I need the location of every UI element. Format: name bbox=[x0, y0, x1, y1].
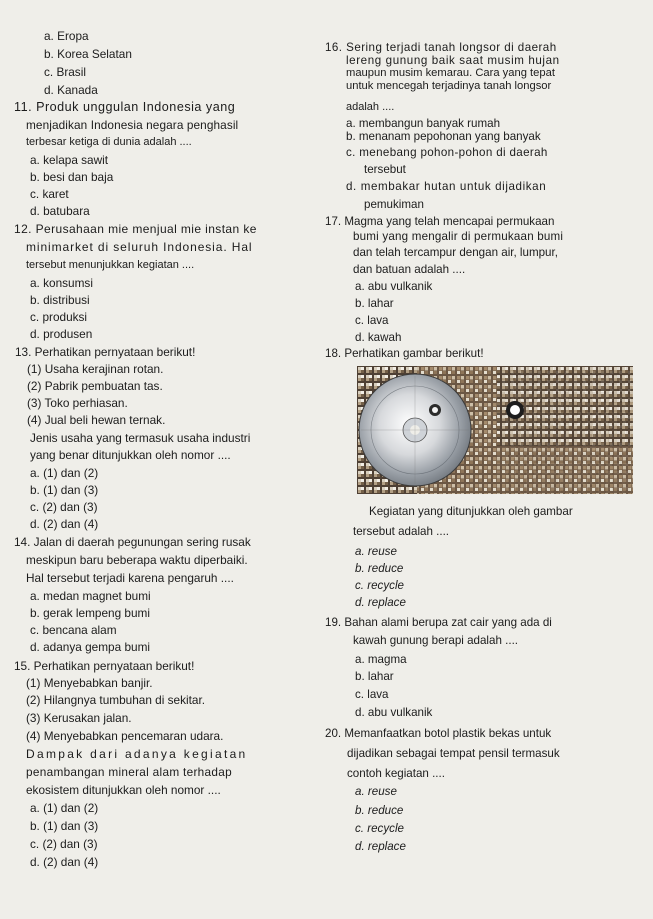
q15-intro: 15. Perhatikan pernyataan berikut! bbox=[14, 659, 195, 673]
q13-statement-1: (1) Usaha kerajinan rotan. bbox=[27, 362, 164, 376]
q11-option-b[interactable]: b. besi dan baja bbox=[30, 170, 114, 184]
q15-statement-4: (4) Menyebabkan pencemaran udara. bbox=[26, 729, 224, 743]
q13-statement-4: (4) Jual beli hewan ternak. bbox=[27, 413, 166, 427]
q15-question-1: Dampak dari adanya kegiatan bbox=[26, 747, 248, 761]
q17-option-c[interactable]: c. lava bbox=[355, 314, 389, 327]
q20-text-2: dijadikan sebagai tempat pensil termasuk bbox=[347, 747, 560, 760]
q15-statement-3: (3) Kerusakan jalan. bbox=[26, 711, 132, 725]
q17-text-2: bumi yang mengalir di permukaan bumi bbox=[353, 230, 564, 243]
q16-text-2: lereng gunung baik saat musim hujan bbox=[346, 54, 560, 67]
q11-text-2: menjadikan Indonesia negara penghasil bbox=[26, 118, 239, 132]
q15-question-3: ekosistem ditunjukkan oleh nomor .... bbox=[26, 783, 221, 797]
q15-option-d[interactable]: d. (2) dan (4) bbox=[30, 855, 99, 869]
q13-option-d[interactable]: d. (2) dan (4) bbox=[30, 517, 99, 531]
q13-statement-3: (3) Toko perhiasan. bbox=[27, 396, 128, 410]
q18-option-a[interactable]: a. reuse bbox=[355, 545, 397, 558]
q16-text-1: 16. Sering terjadi tanah longsor di daerah bbox=[325, 41, 557, 54]
q12-text-1: 12. Perusahaan mie menjual mie instan ke bbox=[14, 222, 257, 236]
q20-text-1: 20. Memanfaatkan botol plastik bekas untuk bbox=[325, 727, 552, 740]
q19-text-2: kawah gunung berapi adalah .... bbox=[353, 634, 519, 647]
q19-text-1: 19. Bahan alami berupa zat cair yang ada di bbox=[325, 616, 552, 629]
q14-option-b[interactable]: b. gerak lempeng bumi bbox=[30, 606, 151, 620]
q12-option-b[interactable]: b. distribusi bbox=[30, 293, 90, 307]
q18-option-c[interactable]: c. recycle bbox=[355, 579, 404, 592]
q12-text-3: tersebut menunjukkan kegiatan .... bbox=[26, 259, 195, 271]
q15-option-b[interactable]: b. (1) dan (3) bbox=[30, 819, 99, 833]
q20-text-3: contoh kegiatan .... bbox=[347, 767, 445, 780]
q15-statement-1: (1) Menyebabkan banjir. bbox=[26, 676, 153, 690]
q17-text-1: 17. Magma yang telah mencapai permukaan bbox=[325, 215, 555, 228]
q10-option-b[interactable]: b. Korea Selatan bbox=[44, 47, 132, 61]
q18-question-2: tersebut adalah .... bbox=[353, 525, 450, 538]
q11-option-d[interactable]: d. batubara bbox=[30, 204, 90, 218]
q13-option-b[interactable]: b. (1) dan (3) bbox=[30, 483, 99, 497]
mosaic-illustration bbox=[357, 366, 643, 494]
q18-option-b[interactable]: b. reduce bbox=[355, 562, 404, 575]
q19-option-b[interactable]: b. lahar bbox=[355, 670, 394, 683]
q11-option-a[interactable]: a. kelapa sawit bbox=[30, 153, 109, 167]
q16-option-b[interactable]: b. menanam pepohonan yang banyak bbox=[346, 130, 541, 143]
recycled-cd-mosaic-image bbox=[357, 366, 643, 494]
q16-option-c-cont: tersebut bbox=[364, 163, 406, 176]
q19-option-d[interactable]: d. abu vulkanik bbox=[355, 706, 433, 719]
q10-option-d[interactable]: d. Kanada bbox=[44, 83, 98, 97]
q16-option-d[interactable]: d. membakar hutan untuk dijadikan bbox=[346, 180, 547, 193]
q13-question-2: yang benar ditunjukkan oleh nomor .... bbox=[30, 448, 231, 462]
q16-option-c[interactable]: c. menebang pohon-pohon di daerah bbox=[346, 146, 548, 159]
q13-option-a[interactable]: a. (1) dan (2) bbox=[30, 466, 99, 480]
q13-question-1: Jenis usaha yang termasuk usaha industri bbox=[30, 431, 251, 445]
q17-option-b[interactable]: b. lahar bbox=[355, 297, 394, 310]
q17-option-a[interactable]: a. abu vulkanik bbox=[355, 280, 433, 293]
q14-text-1: 14. Jalan di daerah pegunungan sering rusak bbox=[14, 535, 251, 549]
q10-option-c[interactable]: c. Brasil bbox=[44, 65, 86, 79]
q13-intro: 13. Perhatikan pernyataan berikut! bbox=[15, 345, 196, 359]
q15-option-c[interactable]: c. (2) dan (3) bbox=[30, 837, 98, 851]
q16-option-d-cont: pemukiman bbox=[364, 198, 424, 211]
q19-option-c[interactable]: c. lava bbox=[355, 688, 389, 701]
q13-option-c[interactable]: c. (2) dan (3) bbox=[30, 500, 98, 514]
q14-text-2: meskipun baru beberapa waktu diperbaiki. bbox=[26, 553, 248, 567]
q17-text-4: dan batuan adalah .... bbox=[353, 263, 466, 276]
q15-question-2: penambangan mineral alam terhadap bbox=[26, 765, 232, 779]
q15-statement-2: (2) Hilangnya tumbuhan di sekitar. bbox=[26, 693, 206, 707]
q13-statement-2: (2) Pabrik pembuatan tas. bbox=[27, 379, 163, 393]
q20-option-a[interactable]: a. reuse bbox=[355, 785, 397, 798]
q20-option-b[interactable]: b. reduce bbox=[355, 804, 404, 817]
q15-option-a[interactable]: a. (1) dan (2) bbox=[30, 801, 99, 815]
q12-text-2: minimarket di seluruh Indonesia. Hal bbox=[26, 240, 253, 254]
q20-option-c[interactable]: c. recycle bbox=[355, 822, 404, 835]
q14-option-d[interactable]: d. adanya gempa bumi bbox=[30, 640, 151, 654]
q18-option-d[interactable]: d. replace bbox=[355, 596, 406, 609]
q11-option-c[interactable]: c. karet bbox=[30, 187, 69, 201]
q14-option-c[interactable]: c. bencana alam bbox=[30, 623, 117, 637]
q17-text-3: dan telah tercampur dengan air, lumpur, bbox=[353, 246, 558, 259]
q16-text-4: untuk mencegah terjadinya tanah longsor bbox=[346, 80, 552, 92]
q16-option-a[interactable]: a. membangun banyak rumah bbox=[346, 117, 501, 130]
q12-option-c[interactable]: c. produksi bbox=[30, 310, 88, 324]
q20-option-d[interactable]: d. replace bbox=[355, 840, 406, 853]
q12-option-d[interactable]: d. produsen bbox=[30, 327, 93, 341]
q17-option-d[interactable]: d. kawah bbox=[355, 331, 402, 344]
q11-text-1: 11. Produk unggulan Indonesia yang bbox=[14, 100, 236, 114]
q16-text-5: adalah .... bbox=[346, 101, 395, 113]
q18-question-1: Kegiatan yang ditunjukkan oleh gambar bbox=[369, 505, 573, 518]
q19-option-a[interactable]: a. magma bbox=[355, 653, 407, 666]
q10-option-a[interactable]: a. Eropa bbox=[44, 29, 89, 43]
q12-option-a[interactable]: a. konsumsi bbox=[30, 276, 93, 290]
q16-text-3: maupun musim kemarau. Cara yang tepat bbox=[346, 67, 555, 79]
q11-text-3: terbesar ketiga di dunia adalah .... bbox=[26, 136, 192, 148]
q18-intro: 18. Perhatikan gambar berikut! bbox=[325, 347, 484, 360]
q14-option-a[interactable]: a. medan magnet bumi bbox=[30, 589, 151, 603]
q14-text-3: Hal tersebut terjadi karena pengaruh .... bbox=[26, 571, 234, 585]
